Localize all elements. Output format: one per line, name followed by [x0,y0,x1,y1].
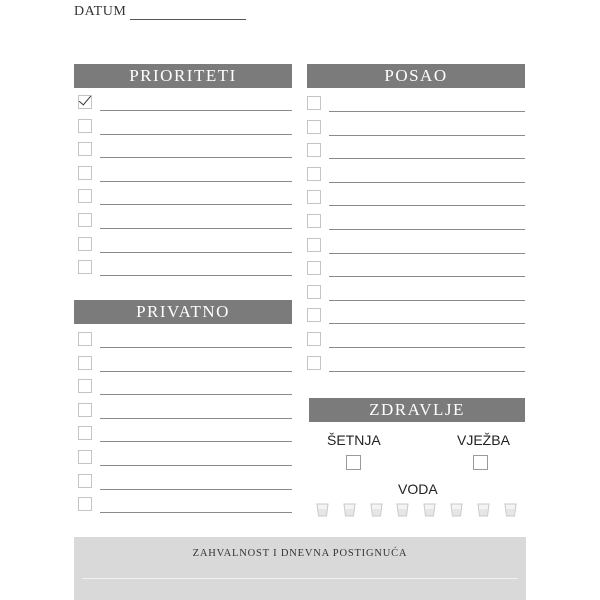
prioriteti-checkbox[interactable] [78,95,92,109]
posao-row [303,330,525,354]
posao-write-line[interactable] [329,182,525,183]
posao-checkbox[interactable] [307,332,321,346]
privatno-write-line[interactable] [100,418,292,419]
posao-checkbox[interactable] [307,214,321,228]
water-glass-icon[interactable] [477,503,490,517]
privatno-write-line[interactable] [100,441,292,442]
prioriteti-checkbox[interactable] [78,166,92,180]
posao-write-line[interactable] [329,253,525,254]
water-glass-icon[interactable] [423,503,436,517]
posao-row [303,354,525,378]
posao-checkbox[interactable] [307,120,321,134]
posao-write-line[interactable] [329,300,525,301]
prioriteti-row [74,235,292,259]
privatno-list [74,330,292,519]
posao-write-line[interactable] [329,229,525,230]
prioriteti-header: PRIORITETI [74,64,292,88]
privatno-write-line[interactable] [100,465,292,466]
prioriteti-row [74,117,292,141]
prioriteti-write-line[interactable] [100,110,292,111]
posao-row [303,259,525,283]
prioriteti-write-line[interactable] [100,275,292,276]
posao-header: POSAO [307,64,525,88]
prioriteti-checkbox[interactable] [78,189,92,203]
posao-checkbox[interactable] [307,261,321,275]
privatno-write-line[interactable] [100,394,292,395]
privatno-row [74,472,292,496]
gratitude-box [74,537,526,600]
privatno-checkbox[interactable] [78,450,92,464]
privatno-row [74,401,292,425]
setnja-checkbox[interactable] [346,455,361,470]
privatno-write-line[interactable] [100,347,292,348]
posao-checkbox[interactable] [307,308,321,322]
gratitude-line[interactable] [82,578,518,579]
posao-write-line[interactable] [329,158,525,159]
posao-row [303,141,525,165]
setnja-label: ŠETNJA [327,432,381,448]
posao-write-line[interactable] [329,371,525,372]
posao-checkbox[interactable] [307,143,321,157]
privatno-row [74,448,292,472]
prioriteti-row [74,140,292,164]
prioriteti-write-line[interactable] [100,204,292,205]
gratitude-title: ZAHVALNOST I DNEVNA POSTIGNUĆA [192,548,408,559]
date-input-line[interactable] [130,5,246,20]
prioriteti-row [74,211,292,235]
posao-row [303,165,525,189]
prioriteti-list [74,93,292,282]
prioriteti-checkbox[interactable] [78,260,92,274]
posao-checkbox[interactable] [307,238,321,252]
date-label: DATUM [74,4,127,19]
posao-write-line[interactable] [329,111,525,112]
privatno-checkbox[interactable] [78,403,92,417]
posao-checkbox[interactable] [307,190,321,204]
posao-row [303,118,525,142]
water-glass-icon[interactable] [450,503,463,517]
privatno-checkbox[interactable] [78,379,92,393]
privatno-checkbox[interactable] [78,474,92,488]
prioriteti-write-line[interactable] [100,228,292,229]
posao-row [303,212,525,236]
prioriteti-write-line[interactable] [100,134,292,135]
posao-write-line[interactable] [329,205,525,206]
water-glass-icon[interactable] [316,503,329,517]
privatno-row [74,377,292,401]
posao-row [303,94,525,118]
privatno-row [74,424,292,448]
prioriteti-checkbox[interactable] [78,237,92,251]
privatno-write-line[interactable] [100,371,292,372]
prioriteti-row [74,187,292,211]
prioriteti-write-line[interactable] [100,181,292,182]
zdravlje-header: ZDRAVLJE [309,398,525,422]
posao-row [303,306,525,330]
privatno-write-line[interactable] [100,489,292,490]
water-glass-icon[interactable] [343,503,356,517]
prioriteti-row [74,164,292,188]
privatno-row [74,330,292,354]
privatno-checkbox[interactable] [78,356,92,370]
posao-row [303,188,525,212]
privatno-checkbox[interactable] [78,332,92,346]
water-glasses [316,503,517,517]
posao-write-line[interactable] [329,323,525,324]
prioriteti-row [74,93,292,117]
vjezba-checkbox[interactable] [473,455,488,470]
vjezba-label: VJEŽBA [457,432,510,448]
posao-row [303,283,525,307]
privatno-checkbox[interactable] [78,497,92,511]
water-glass-icon[interactable] [504,503,517,517]
prioriteti-checkbox[interactable] [78,142,92,156]
prioriteti-row [74,258,292,282]
posao-checkbox[interactable] [307,96,321,110]
water-glass-icon[interactable] [396,503,409,517]
posao-list [303,94,525,377]
posao-write-line[interactable] [329,135,525,136]
posao-write-line[interactable] [329,347,525,348]
water-glass-icon[interactable] [370,503,383,517]
privatno-checkbox[interactable] [78,426,92,440]
prioriteti-checkbox[interactable] [78,213,92,227]
prioriteti-checkbox[interactable] [78,119,92,133]
privatno-header: PRIVATNO [74,300,292,324]
date-row [74,4,246,20]
privatno-row [74,495,292,519]
posao-write-line[interactable] [329,276,525,277]
privatno-row [74,354,292,378]
posao-checkbox[interactable] [307,285,321,299]
posao-checkbox[interactable] [307,356,321,370]
prioriteti-write-line[interactable] [100,252,292,253]
prioriteti-write-line[interactable] [100,157,292,158]
privatno-write-line[interactable] [100,512,292,513]
posao-row [303,236,525,260]
posao-checkbox[interactable] [307,167,321,181]
voda-label: VODA [398,481,438,497]
